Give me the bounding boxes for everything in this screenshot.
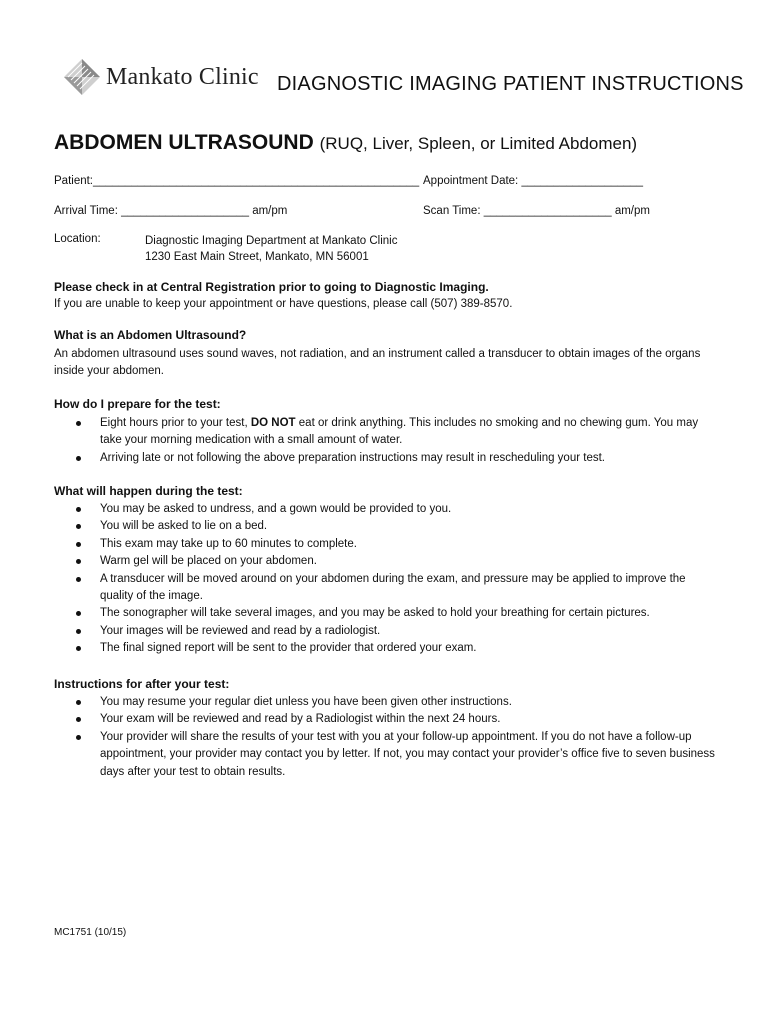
- list-item: [54, 711, 719, 728]
- checkin-block: [54, 279, 724, 313]
- checkin-bold: Please check in at Central Registration prior to going to Diagnostic Imaging.: [54, 280, 489, 294]
- during-item-text: Warm gel will be placed on your abdomen.: [100, 555, 317, 568]
- list-item: [54, 571, 719, 606]
- during-item-text: The final signed report will be sent to the provider that ordered your exam.: [100, 642, 477, 655]
- after-item-text: You may resume your regular diet unless you have been given other instructions.: [100, 696, 512, 708]
- prepare-item-bold: DO NOT: [250, 417, 296, 429]
- form-code: MC1751 (10/15): [54, 927, 127, 938]
- bullet-icon: [76, 507, 81, 512]
- location-line-1: Diagnostic Imaging Department at Mankato Clinic: [145, 235, 398, 247]
- list-item: [54, 623, 719, 640]
- patient-field[interactable]: Patient:___________________________________________________: [54, 175, 420, 187]
- list-item: [54, 640, 719, 657]
- during-item-text: Your images will be reviewed and read by a radiologist.: [100, 624, 381, 637]
- section-heading-during: What will happen during the test:: [54, 484, 243, 498]
- list-item: [54, 729, 719, 781]
- bullet-icon: [76, 717, 81, 722]
- page-title: [54, 131, 637, 155]
- bullet-icon: [76, 542, 81, 547]
- prepare-item-text-cont: eat or drink anything. This includes no smoking and no chewing gum. You may take your morning medication with a small amount of water.: [100, 417, 699, 447]
- diamond-logo-icon: [62, 57, 102, 97]
- bullet-icon: [76, 524, 81, 529]
- bullet-icon: [76, 577, 81, 582]
- after-item-text: Your provider will share the results of your test with you at your follow-up appointment. If you do not have a follow-up appointment, your provider may contact you by letter. If not, you may contact your provider’s office five to seven business days after your test to obtain results.: [100, 730, 715, 778]
- arrival-time-field[interactable]: Arrival Time: ____________________ am/pm: [54, 205, 288, 217]
- during-item-text: This exam may take up to 60 minutes to complete.: [100, 537, 357, 550]
- location-line-2: 1230 East Main Street, Mankato, MN 56001: [145, 251, 369, 263]
- during-item-text: A transducer will be moved around on your abdomen during the exam, and pressure may be applied to improve the quality of the image.: [100, 572, 686, 603]
- section-heading-prepare: How do I prepare for the test:: [54, 397, 221, 411]
- title-sub: (RUQ, Liver, Spleen, or Limited Abdomen): [319, 134, 638, 153]
- scan-time-field[interactable]: Scan Time: ____________________ am/pm: [423, 205, 650, 217]
- bullet-icon: [76, 559, 81, 564]
- bullet-icon: [76, 700, 81, 705]
- appointment-date-field[interactable]: Appointment Date: ___________________: [423, 175, 643, 187]
- list-item: [54, 536, 719, 553]
- list-item: [54, 605, 719, 622]
- list-item: [54, 450, 719, 467]
- checkin-text: If you are unable to keep your appointment or have questions, please call (507) 389-8570.: [54, 298, 513, 310]
- document-heading: DIAGNOSTIC IMAGING PATIENT INSTRUCTIONS: [277, 73, 744, 95]
- prepare-list: [54, 415, 719, 467]
- prepare-item-text: Eight hours prior to your test,: [100, 417, 251, 429]
- location-label: Location:: [54, 233, 101, 245]
- bullet-icon: [76, 456, 81, 461]
- during-item-text: The sonographer will take several images, and you may be asked to hold your breathing for certain pictures.: [100, 607, 650, 620]
- list-item: [54, 553, 719, 570]
- bullet-icon: [76, 646, 81, 651]
- section-heading-after: Instructions for after your test:: [54, 677, 230, 691]
- during-item-text: You will be asked to lie on a bed.: [100, 520, 268, 533]
- after-list: [54, 694, 719, 781]
- bullet-icon: [76, 611, 81, 616]
- logo-text: Mankato Clinic: [106, 63, 259, 90]
- list-item: [54, 501, 719, 518]
- during-list: [54, 501, 719, 658]
- what-is-text: An abdomen ultrasound uses sound waves, not radiation, and an instrument called a transducer to obtain images of the organs inside your abdomen.: [54, 348, 701, 377]
- section-heading-what-is: What is an Abdomen Ultrasound?: [54, 328, 247, 342]
- after-item-text: Your exam will be reviewed and read by a Radiologist within the next 24 hours.: [100, 713, 501, 726]
- list-item: [54, 694, 719, 711]
- clinic-logo: [62, 55, 259, 99]
- list-item: [54, 518, 719, 535]
- bullet-icon: [76, 629, 81, 634]
- prepare-item-text: Arriving late or not following the above preparation instructions may result in rescheduling your test.: [100, 451, 605, 464]
- title-main: ABDOMEN ULTRASOUND: [54, 131, 314, 154]
- list-item: [54, 415, 719, 450]
- bullet-icon: [76, 421, 81, 426]
- bullet-icon: [76, 735, 81, 740]
- during-item-text: You may be asked to undress, and a gown would be provided to you.: [100, 503, 452, 515]
